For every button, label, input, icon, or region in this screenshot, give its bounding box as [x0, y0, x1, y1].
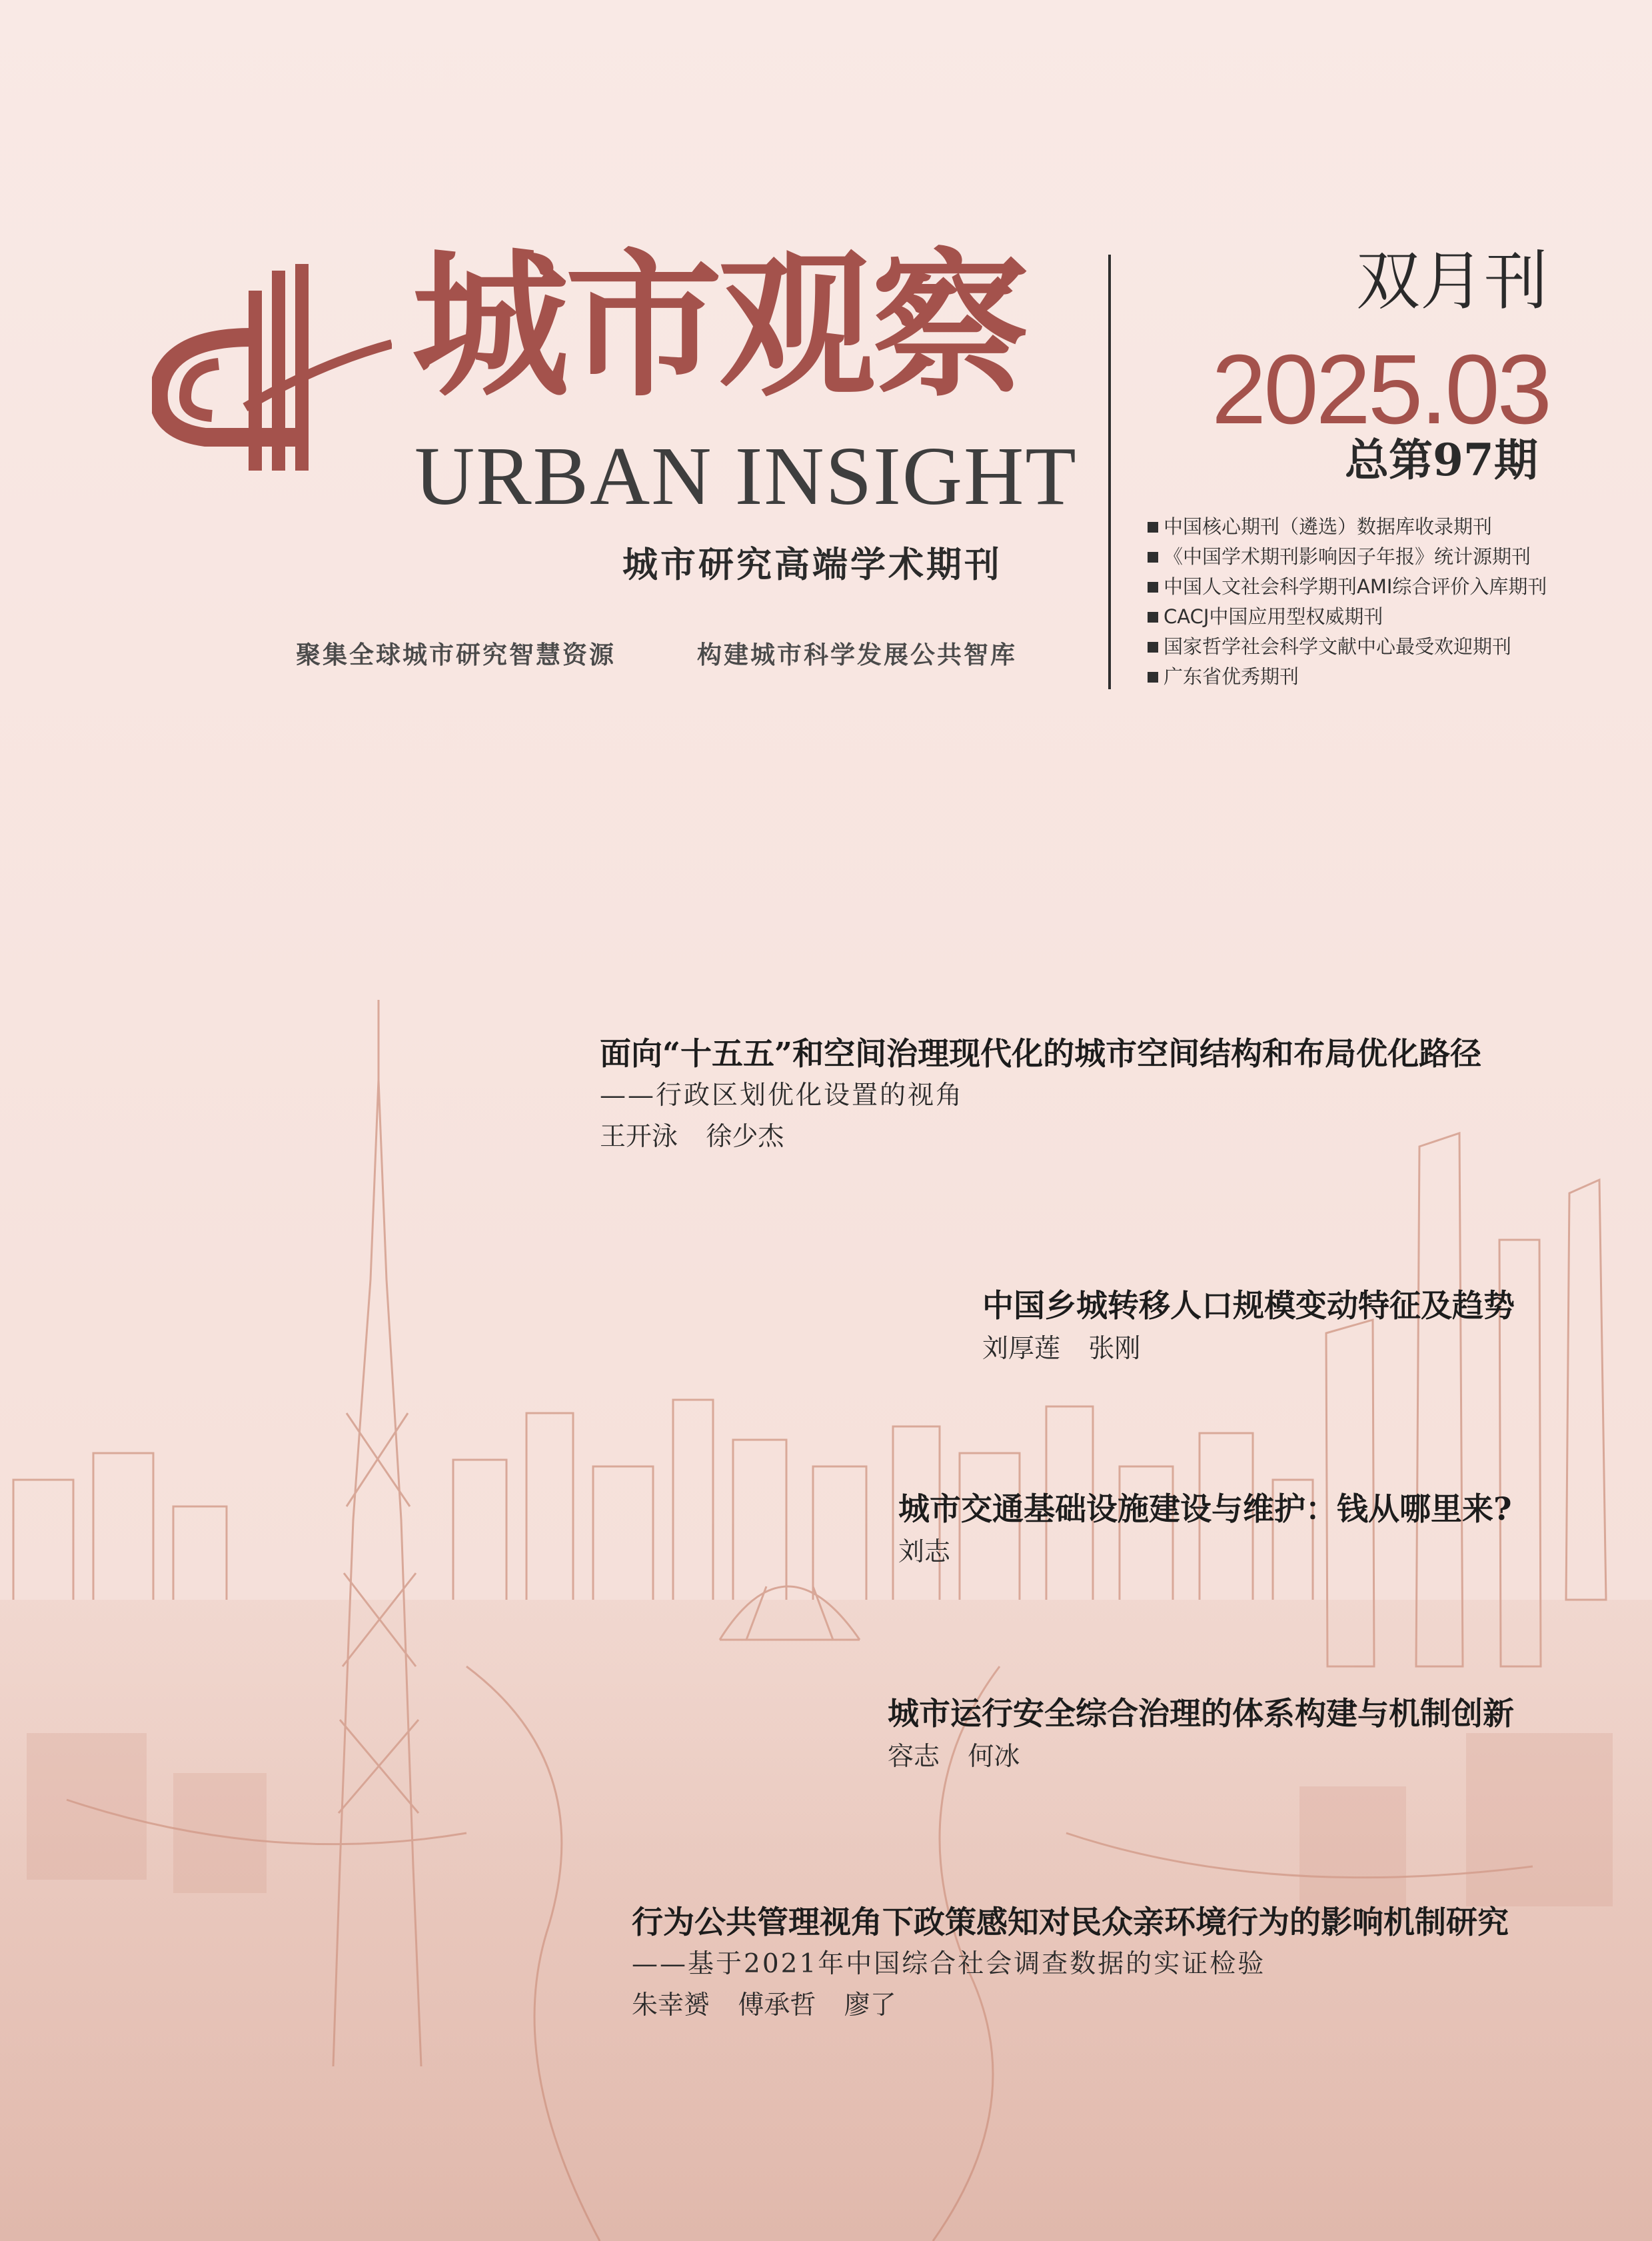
article-authors: 刘志	[898, 1537, 951, 1567]
bullet-square-icon	[1148, 522, 1158, 533]
article-authors: 容志 何冰	[888, 1742, 1020, 1772]
slogan-left: 聚集全球城市研究智慧资源	[296, 641, 616, 669]
header-divider	[1108, 255, 1111, 689]
publication-frequency: 双月刊	[1356, 244, 1548, 319]
indexing-item: 中国人文社会科学期刊AMI综合评价入库期刊	[1148, 572, 1547, 602]
indexing-item: CACJ中国应用型权威期刊	[1148, 602, 1547, 632]
article-5	[632, 1902, 1521, 2027]
article-subtitle: ——基于2021年中国综合社会调查数据的实证检验	[632, 1949, 1266, 1979]
indexing-item: 国家哲学社会科学文献中心最受欢迎期刊	[1148, 632, 1547, 662]
bullet-square-icon	[1148, 612, 1158, 623]
article-title: 城市运行安全综合治理的体系构建与机制创新	[888, 1696, 1514, 1732]
bullet-square-icon	[1148, 552, 1158, 563]
article-title: 城市交通基础设施建设与维护：钱从哪里来?	[898, 1491, 1512, 1528]
article-title: 面向“十五五”和空间治理现代化的城市空间结构和布局优化路径	[600, 1036, 1482, 1073]
journal-subtitle: 城市研究高端学术期刊	[622, 544, 1002, 585]
article-1	[600, 1033, 1481, 1158]
article-authors: 刘厚莲 张刚	[982, 1334, 1141, 1364]
journal-title-cn: 城市观察	[412, 233, 1026, 418]
journal-logo-icon	[152, 264, 392, 477]
article-3	[898, 1488, 1521, 1574]
indexing-list	[1148, 512, 1547, 692]
article-authors: 朱幸赟 傅承哲 廖了	[632, 1990, 896, 2020]
article-subtitle: ——行政区划优化设置的视角	[600, 1081, 964, 1111]
indexing-item: 广东省优秀期刊	[1148, 662, 1547, 692]
article-title: 行为公共管理视角下政策感知对民众亲环境行为的影响机制研究	[632, 1904, 1509, 1941]
bullet-square-icon	[1148, 672, 1158, 683]
article-2	[982, 1285, 1521, 1370]
city-skyline-illustration	[0, 1000, 1652, 2241]
issue-date: 2025.03	[1212, 335, 1549, 445]
slogan-right: 构建城市科学发展公共智库	[697, 641, 1017, 669]
article-4	[888, 1693, 1521, 1778]
bullet-square-icon	[1148, 582, 1158, 593]
issue-number: 总第97期	[1345, 434, 1538, 486]
journal-title-en: URBAN INSIGHT	[414, 431, 1078, 523]
indexing-item: 中国核心期刊（遴选）数据库收录期刊	[1148, 512, 1547, 542]
article-title: 中国乡城转移人口规模变动特征及趋势	[982, 1288, 1515, 1324]
indexing-item: 《中国学术期刊影响因子年报》统计源期刊	[1148, 542, 1547, 572]
bullet-square-icon	[1148, 642, 1158, 653]
article-authors: 王开泳 徐少杰	[600, 1122, 784, 1152]
